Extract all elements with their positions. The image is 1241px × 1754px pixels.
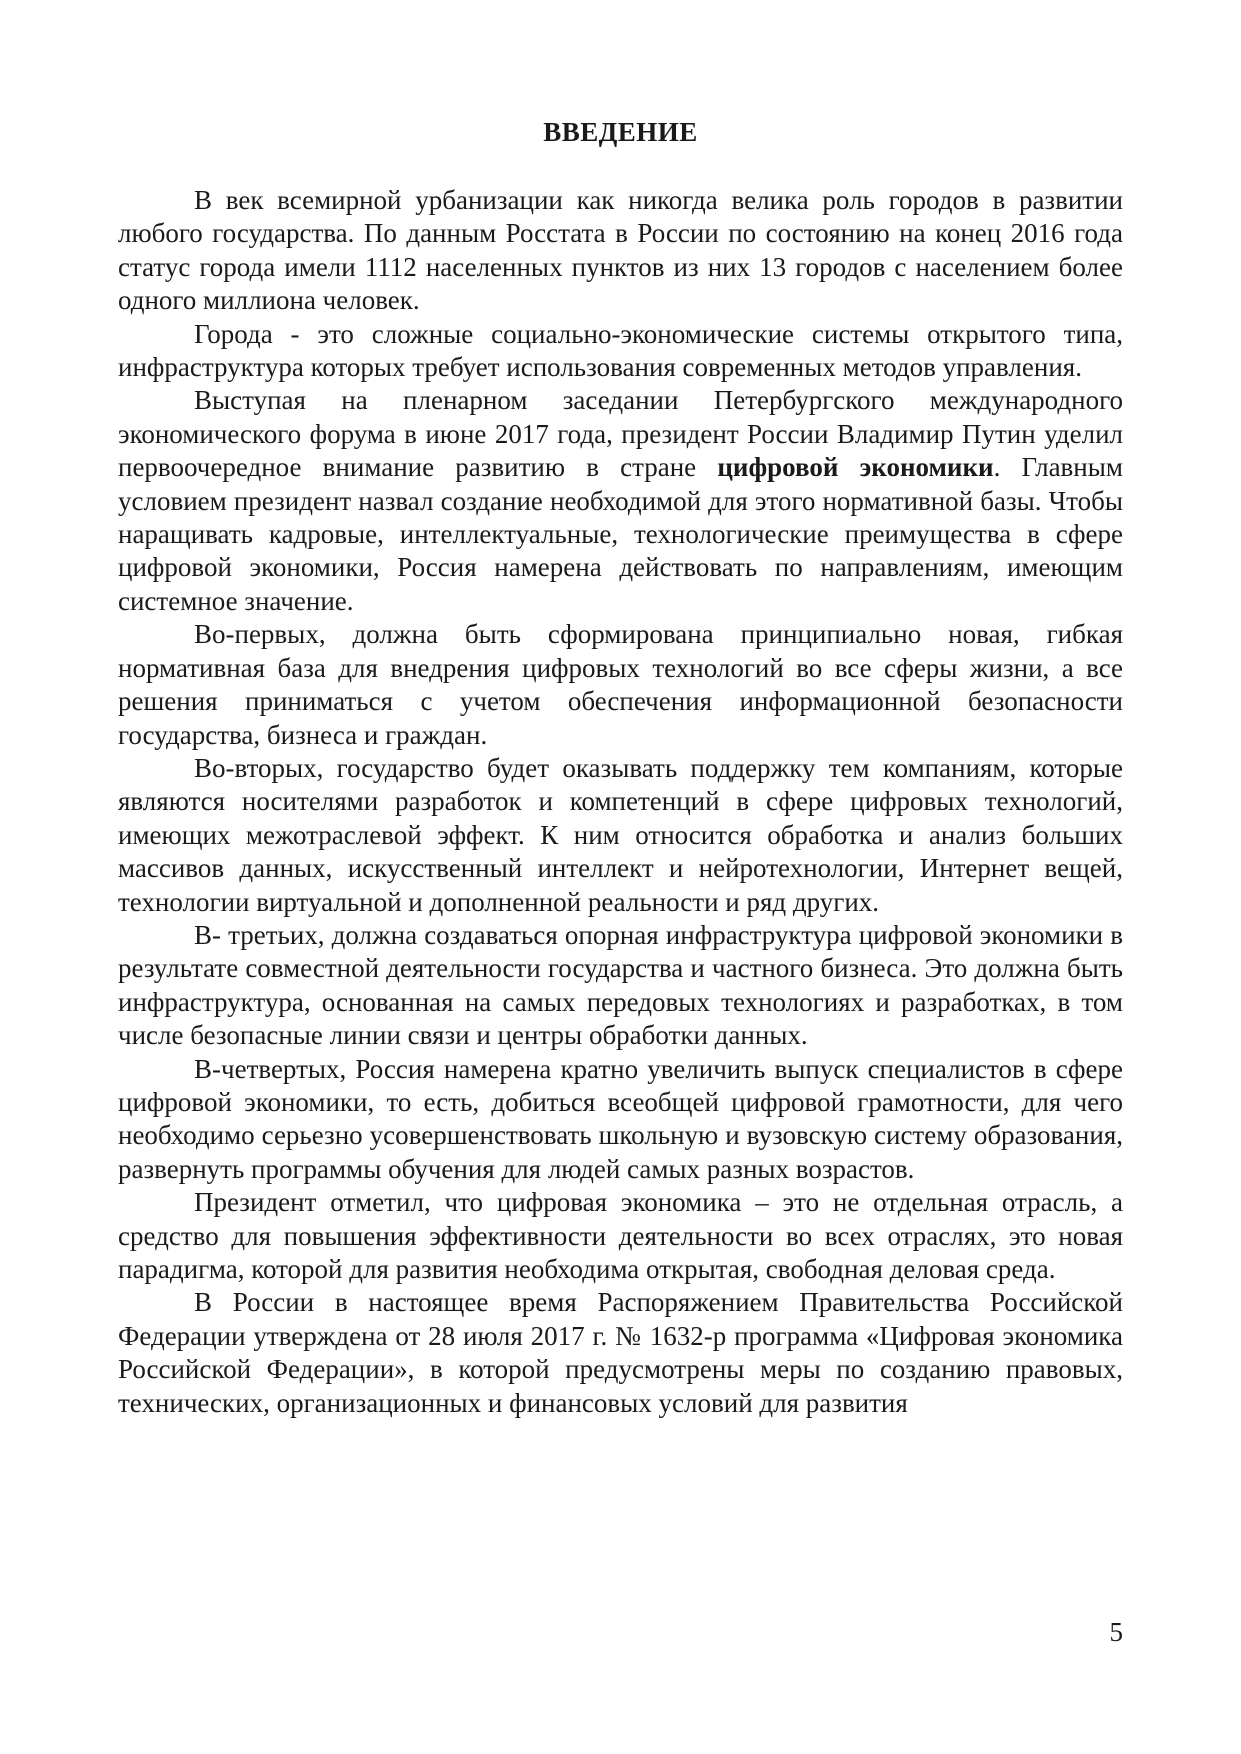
paragraph-second-direction: Во-вторых, государство будет оказывать поддержку тем компаниям, которые являются носителями разработок и компетенций в сфере цифровых технологий, имеющих межотраслевой эффект. К ним относится обработка и анализ больших массивов данных, искусственный интеллект и нейротехнологии, Интернет вещей, технологии виртуальной и дополненной реальности и ряд других. [118, 752, 1123, 917]
paragraph-urbanization: В век всемирной урбанизации как никогда велика роль городов в развитии любого государства. По данным Росстата в России по состоянию на конец 2016 года статус города имели 1112 населенных пунктов из них 13 городов с населением более одного миллиона человек. [118, 185, 1123, 316]
paragraph-third-direction: В- третьих, должна создаваться опорная инфраструктура цифровой экономики в результате совместной деятельности государства и частного бизнеса. Это должна быть инфраструктура, основанная на самых передовых технологиях и разработках, в том числе безопасные линии связи и центры обработки данных. [118, 919, 1123, 1051]
digital-economy-bold-phrase: цифровой экономики [717, 452, 994, 483]
paragraph-cities-systems: Города - это сложные социально-экономические системы открытого типа, инфраструктура которых требует использования современных методов управления. [118, 318, 1123, 383]
paragraph-president-note: Президент отметил, что цифровая экономика – это не отдельная отрасль, а средство для повышения эффективности деятельности во всех отраслях, это новая парадигма, которой для развития необходима открытая, свободная деловая среда. [118, 1187, 1123, 1284]
paragraph-forum-speech [118, 384, 1123, 618]
paragraph-first-direction: Во-первых, должна быть сформирована принципиально новая, гибкая нормативная база для внедрения цифровых технологий во все сферы жизни, а все решения приниматься с учетом обеспечения информационной безопасности государства, бизнеса и граждан. [118, 619, 1123, 750]
page-title: ВВЕДЕНИЕ [543, 117, 698, 147]
paragraph-government-program: В России в настоящее время Распоряжением Правительства Российской Федерации утверждена от 28 июля 2017 г. № 1632-р программа «Цифровая экономика Российской Федерации», в которой предусмотрены меры по созданию правовых, технических, организационных и финансовых условий для развития [118, 1287, 1123, 1418]
document-body [118, 184, 1123, 1420]
paragraph-forum-speech-start: Выступая на пленарном заседании Петербургского международного экономического форума в июне 2017 года, президент России Владимир Путин уделил первоочередное внимание развитию в стране [118, 385, 1123, 483]
paragraph-forum-speech-end: . Главным условием президент назвал создание необходимой для этого нормативной базы. Чтобы наращивать кадровые, интеллектуальные, технологические преимущества в сфере цифровой экономики, Россия намерена действовать по направлениям, имеющим системное значение. [118, 452, 1123, 616]
paragraph-fourth-direction: В-четвертых, Россия намерена кратно увеличить выпуск специалистов в сфере цифровой экономики, то есть, добиться всеобщей цифровой грамотности, для чего необходимо серьезно усовершенствовать школьную и вузовскую систему образования, развернуть программы обучения для людей самых разных возрастов. [118, 1053, 1123, 1184]
page-number: 5 [1109, 1617, 1123, 1647]
